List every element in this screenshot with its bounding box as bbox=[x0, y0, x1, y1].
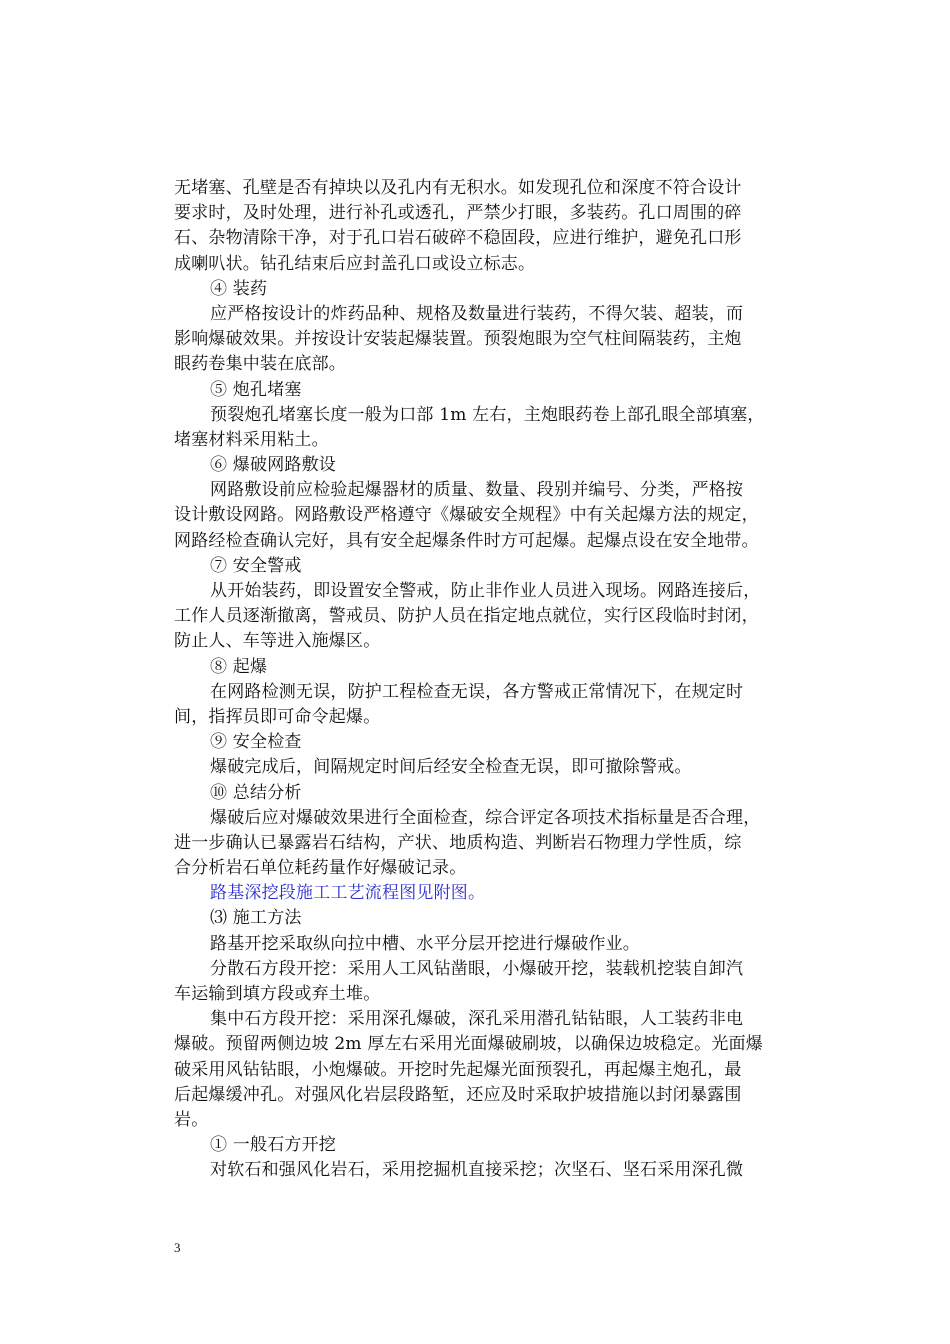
text-line: 破采用风钻钻眼，小炮爆破。开挖时先起爆光面预裂孔，再起爆主炮孔，最 bbox=[174, 1059, 742, 1080]
text-line: 石、杂物清除干净，对于孔口岩石破碎不稳固段，应进行维护，避免孔口形 bbox=[174, 228, 742, 249]
page-number: 3 bbox=[174, 1240, 181, 1255]
text-line: 路基开挖采取纵向拉中槽、水平分层开挖进行爆破作业。 bbox=[210, 933, 640, 954]
text-line: 成喇叭状。钻孔结束后应封盖孔口或设立标志。 bbox=[174, 253, 536, 274]
text-line: 分散石方段开挖：采用人工风钻凿眼，小爆破开挖，装载机挖装自卸汽 bbox=[210, 958, 744, 979]
text-line: 预裂炮孔堵塞长度一般为口部 1m 左右，主炮眼药卷上部孔眼全部填塞， bbox=[210, 404, 765, 425]
text-line: 设计敷设网路。网路敷设严格遵守《爆破安全规程》中有关起爆方法的规定， bbox=[174, 505, 759, 526]
text-line: 对软石和强风化岩石，采用挖掘机直接采挖；次坚石、坚石采用深孔微 bbox=[210, 1160, 744, 1181]
text-line: 后起爆缓冲孔。对强风化岩层段路堑，还应及时采取护坡措施以封闭暴露围 bbox=[174, 1084, 742, 1105]
text-line: 间，指挥员即可命令起爆。 bbox=[174, 706, 381, 727]
text-line: ⑦ 安全警戒 bbox=[210, 555, 302, 576]
text-line: 爆破。预留两侧边坡 2m 厚左右采用光面爆破刷坡，以确保边坡稳定。光面爆 bbox=[174, 1034, 763, 1055]
text-line: ① 一般石方开挖 bbox=[210, 1135, 337, 1156]
text-line: 无堵塞、孔壁是否有掉块以及孔内有无积水。如发现孔位和深度不符合设计 bbox=[174, 178, 742, 198]
text-line: ⑥ 爆破网路敷设 bbox=[210, 455, 337, 476]
text-line: 网路敷设前应检验起爆器材的质量、数量、段别并编号、分类，严格按 bbox=[210, 480, 744, 501]
text-line: ⑧ 起爆 bbox=[210, 656, 268, 677]
text-line: ⑩ 总结分析 bbox=[210, 782, 302, 803]
text-line: 影响爆破效果。并按设计安装起爆装置。预裂炮眼为空气柱间隔装药，主炮 bbox=[174, 329, 742, 350]
text-line: 合分析岩石单位耗药量作好爆破记录。 bbox=[174, 858, 467, 879]
text-line: 进一步确认已暴露岩石结构，产状、地质构造、判断岩石物理力学性质，综 bbox=[174, 832, 742, 853]
text-line: 网路经检查确认完好，具有安全起爆条件时方可起爆。起爆点设在安全地带。 bbox=[174, 530, 759, 551]
body-text bbox=[174, 176, 824, 1184]
text-line: 堵塞材料采用粘土。 bbox=[174, 429, 329, 450]
text-line: 岩。 bbox=[174, 1109, 209, 1130]
text-line: 在网路检测无误，防护工程检查无误，各方警戒正常情况下，在规定时 bbox=[210, 681, 744, 702]
text-line: 要求时，及时处理，进行补孔或透孔，严禁少打眼，多装药。孔口周围的碎 bbox=[174, 203, 742, 224]
text-line: 车运输到填方段或弃土堆。 bbox=[174, 984, 381, 1004]
text-line: 应严格按设计的炸药品种、规格及数量进行装药，不得欠装、超装，而 bbox=[210, 303, 744, 324]
text-line: ④ 装药 bbox=[210, 278, 268, 299]
text-line: ⑨ 安全检查 bbox=[210, 732, 302, 753]
text-line: 集中石方段开挖：采用深孔爆破，深孔采用潜孔钻钻眼，人工装药非电 bbox=[210, 1009, 744, 1030]
text-line: ⑤ 炮孔堵塞 bbox=[210, 379, 302, 400]
text-line: 路基深挖段施工工艺流程图见附图。 bbox=[210, 883, 486, 904]
text-line: 工作人员逐渐撤离，警戒员、防护人员在指定地点就位，实行区段临时封闭， bbox=[174, 606, 759, 627]
text-line: 从开始装药，即设置安全警戒，防止非作业人员进入现场。网路连接后， bbox=[210, 581, 761, 601]
text-line: 眼药卷集中装在底部。 bbox=[174, 354, 346, 375]
text-line: 爆破后应对爆破效果进行全面检查，综合评定各项技术指标量是否合理， bbox=[210, 807, 761, 828]
text-line: 爆破完成后，间隔规定时间后经安全检查无误，即可撤除警戒。 bbox=[210, 757, 692, 778]
text-line: 防止人、车等进入施爆区。 bbox=[174, 631, 381, 652]
text-line: ⑶ 施工方法 bbox=[210, 908, 302, 929]
